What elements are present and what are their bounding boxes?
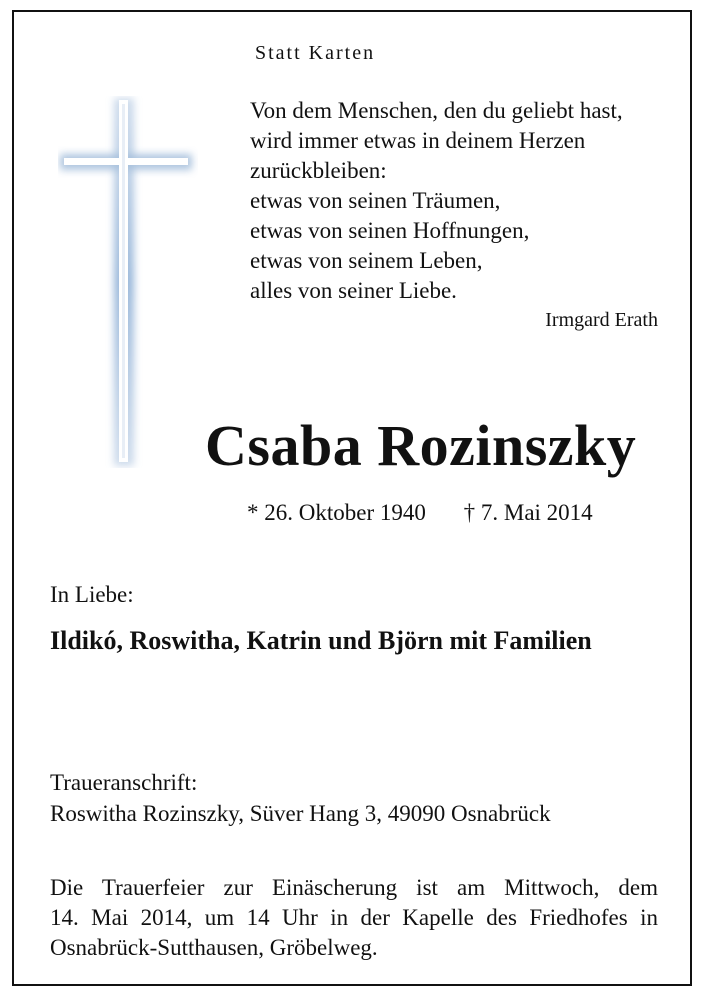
address-label: Traueranschrift:	[50, 770, 198, 795]
mourners-intro: In Liebe:	[50, 582, 134, 607]
service-line: Osnabrück-Sutthausen, Gröbelweg.	[50, 935, 378, 960]
address-text: Roswitha Rozinszky, Süver Hang 3, 49090 Osnabrück	[50, 801, 551, 826]
death-date: † 7. Mai 2014	[463, 500, 593, 525]
poem-author: Irmgard Erath	[545, 309, 658, 331]
header-statt-karten: Statt Karten	[255, 42, 376, 64]
poem-line: Von dem Menschen, den du geliebt hast,	[250, 98, 623, 123]
life-dates	[247, 500, 593, 526]
mourners-names: Ildikó, Roswitha, Katrin und Björn mit Familien	[50, 626, 592, 655]
poem-line: alles von seiner Liebe.	[250, 278, 457, 303]
deceased-name: Csaba Rozinszky	[205, 413, 637, 478]
poem	[250, 96, 623, 306]
cross-icon	[58, 96, 198, 468]
poem-line: zurückbleiben:	[250, 158, 387, 183]
poem-line: etwas von seinen Hoffnungen,	[250, 218, 530, 243]
service-line: Die Trauerfeier zur Einäscherung ist am Mittwoch, dem	[50, 875, 658, 900]
service-info	[50, 873, 658, 963]
poem-line: wird immer etwas in deinem Herzen	[250, 128, 586, 153]
birth-date: * 26. Oktober 1940	[247, 500, 426, 525]
service-line: 14. Mai 2014, um 14 Uhr in der Kapelle des Friedhofes in	[50, 905, 658, 930]
poem-line: etwas von seinem Leben,	[250, 248, 483, 273]
poem-line: etwas von seinen Träumen,	[250, 188, 501, 213]
